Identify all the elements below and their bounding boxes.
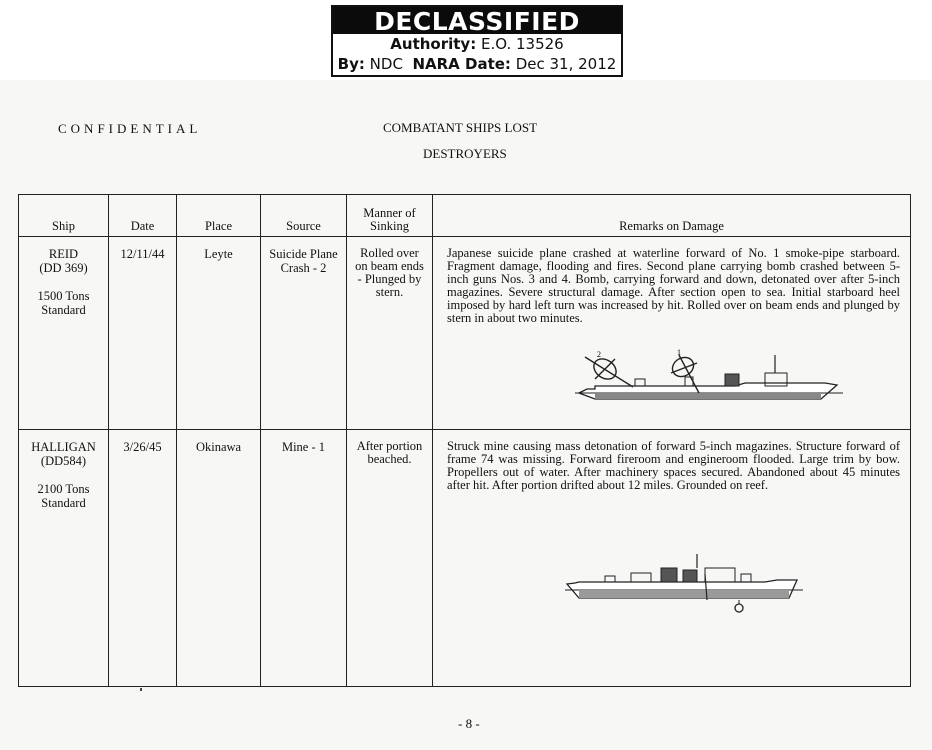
scan-speck — [140, 688, 142, 691]
reid-damage-diagram — [575, 349, 845, 409]
source-line2: Crash - 2 — [280, 261, 327, 275]
manner-line1: After portion — [356, 439, 423, 453]
document-subtitle: DESTROYERS — [423, 146, 507, 161]
ship-tonnage — [19, 482, 108, 510]
table-header-row — [19, 195, 911, 237]
source-cell — [261, 237, 347, 430]
manner-cell — [347, 237, 433, 430]
source-line1: Mine - 1 — [281, 440, 326, 454]
manner-line3: - Plunged by — [357, 272, 422, 286]
ship-cell — [19, 237, 109, 430]
smokestack — [683, 570, 697, 582]
place-cell: Okinawa — [177, 430, 261, 687]
stamp-by-label: By: — [337, 55, 365, 73]
column-header-source: Source — [261, 195, 347, 237]
forward-gun-mount — [741, 574, 751, 582]
plane-label-1: 1 — [677, 349, 681, 357]
remarks-text: Japanese suicide plane crashed at waterline forward of No. 1 smoke-pipe starboard. Fragment damage, flooding and fires. Second plane carrying bomb crashed between 5-inch guns Nos. 3 and 4. Bomb, carrying forward and down, detonated over after 5-inch magazines. Severe structural damage. After section open to sea. Initial starboard heel imposed by hard left turn was increased by hit. Rolled over on beam ends and plunged by stern in about two minutes. — [447, 246, 900, 325]
column-header-manner — [347, 195, 433, 237]
mine-icon — [735, 604, 743, 612]
ship-tonnage-line2: Standard — [41, 496, 86, 510]
date-cell: 12/11/44 — [109, 237, 177, 430]
suicide-plane-2 — [585, 355, 633, 387]
column-header-place: Place — [177, 195, 261, 237]
source-line1: Suicide Plane — [269, 247, 338, 261]
ship-cell — [19, 430, 109, 687]
ship-tonnage — [19, 289, 108, 317]
halligan-damage-diagram — [565, 554, 805, 616]
table-row — [19, 430, 911, 687]
hull-shading — [579, 590, 789, 598]
remarks-text: Struck mine causing mass detonation of forward 5-inch magazines. Structure forward of frame 74 was missing. Forward fireroom and engineroom flooded. Large trim by bow. Propellers out of water. After machinery spaces secured. Abandoned about 45 minutes after hit. After portion drifted about 12 miles. Grounded on reef. — [447, 439, 900, 492]
manner-cell — [347, 430, 433, 687]
manner-line1: Rolled over — [360, 246, 419, 260]
ship-hull-number: (DD 369) — [39, 261, 88, 275]
ship-hull-number: (DD584) — [40, 454, 87, 468]
source-cell — [261, 430, 347, 687]
column-header-ship: Ship — [19, 195, 109, 237]
column-header-remarks: Remarks on Damage — [433, 195, 911, 237]
stamp-nara-label: NARA Date: — [412, 55, 511, 73]
manner-line2: on beam ends — [355, 259, 424, 273]
document-title: COMBATANT SHIPS LOST — [383, 120, 538, 135]
stamp-authority-value: E.O. 13526 — [481, 35, 564, 53]
manner-line4: stern. — [375, 285, 404, 299]
remarks-cell — [433, 430, 911, 687]
aft-gun-mount — [635, 379, 645, 386]
plane-label-2: 2 — [597, 350, 601, 359]
column-header-manner-line2: Sinking — [370, 219, 409, 233]
deckhouse — [631, 573, 651, 582]
date-cell: 3/26/45 — [109, 430, 177, 687]
column-header-manner-line1: Manner of — [363, 206, 416, 220]
remarks-cell — [433, 237, 911, 430]
stamp-authority-label: Authority: — [390, 35, 477, 53]
ship-tonnage-line1: 1500 Tons — [37, 289, 90, 303]
bridge — [705, 568, 735, 582]
ship-name: HALLIGAN — [31, 440, 96, 454]
hull-shading — [595, 393, 821, 399]
smokestack — [725, 374, 739, 386]
declassified-stamp — [331, 5, 623, 77]
page-number: - 8 - — [458, 716, 480, 731]
classification-marking: CONFIDENTIAL — [58, 121, 202, 136]
ship-name: REID — [48, 247, 79, 261]
stamp-by-line — [333, 54, 621, 74]
column-header-date: Date — [109, 195, 177, 237]
manner-line2: beached. — [367, 452, 412, 466]
ship-tonnage-line2: Standard — [41, 303, 86, 317]
ships-lost-table — [18, 194, 911, 687]
smokestack — [661, 568, 677, 582]
stamp-by-value: NDC — [369, 55, 403, 73]
table-row — [19, 237, 911, 430]
aft-gun-mount — [605, 576, 615, 582]
stamp-authority — [333, 34, 621, 54]
ship-tonnage-line1: 2100 Tons — [37, 482, 90, 496]
stamp-heading: DECLASSIFIED — [333, 7, 621, 34]
stamp-nara-value: Dec 31, 2012 — [515, 55, 617, 73]
place-cell: Leyte — [177, 237, 261, 430]
